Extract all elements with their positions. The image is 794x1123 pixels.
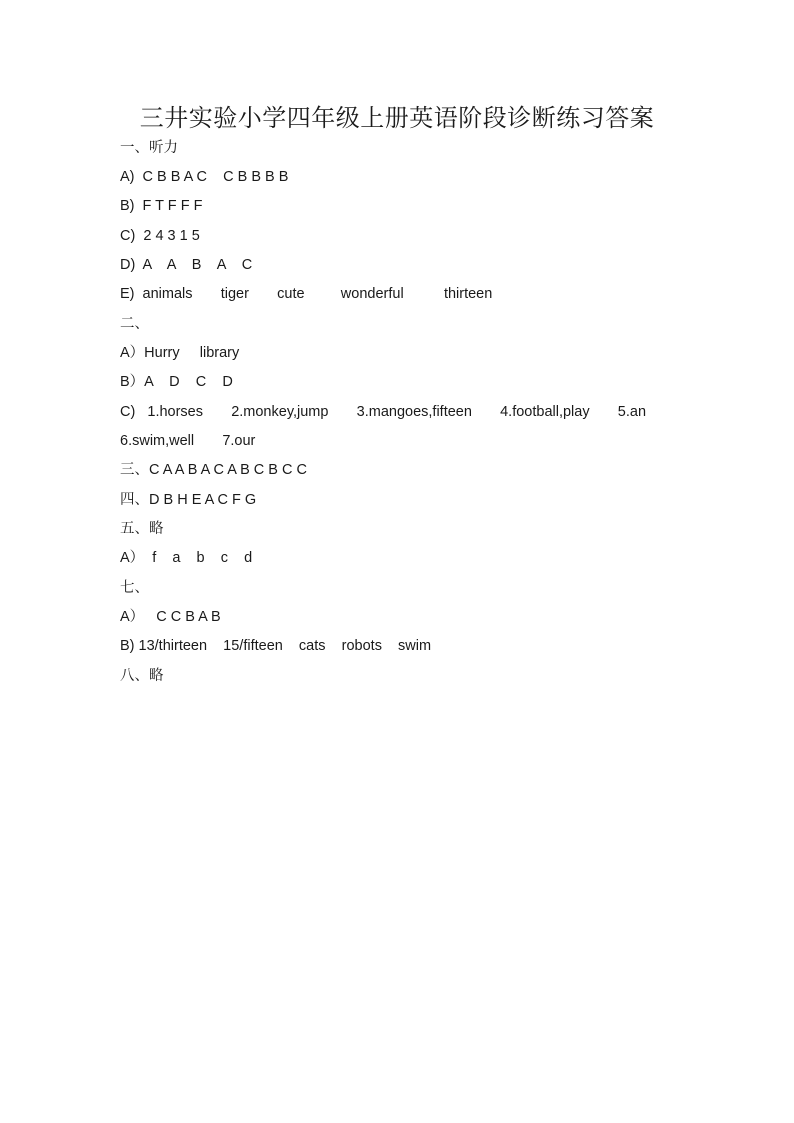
section-2-part-c-answers-continued: 6.swim,well 7.our: [120, 433, 256, 449]
section-5-heading: 五、略: [120, 521, 164, 537]
section-2-part-c-answers: C) 1.horses 2.monkey,jump 3.mangoes,fifteen 4.football,play 5.an: [120, 404, 647, 420]
section-2-part-b-answers: B）A D C D: [120, 374, 233, 390]
section-1-listening-heading: 一、听力: [120, 140, 178, 156]
section-7-part-a-answers: A） C C B A B: [120, 609, 221, 625]
section-1-part-d-answers: D) A A B A C: [120, 257, 253, 273]
section-1-part-c-answers: C) 2 4 3 1 5: [120, 228, 200, 244]
document-title: 三井实验小学四年级上册英语阶段诊断练习答案: [139, 104, 655, 132]
section-5-part-a-answers: A） f a b c d: [120, 550, 253, 566]
section-4-answers: 四、D B H E A C F G: [120, 492, 257, 508]
section-3-answers: 三、C A A B A C A B C B C C: [120, 462, 307, 478]
section-2-part-a-answers: A）Hurry library: [120, 345, 240, 361]
section-7-part-b-answers: B) 13/thirteen 15/fifteen cats robots swim: [120, 638, 432, 654]
section-2-heading: 二、: [120, 316, 149, 332]
section-1-part-e-answers: E) animals tiger cute wonderful thirteen: [120, 286, 493, 302]
section-1-part-a-answers: A) C B B A C C B B B B: [120, 169, 289, 185]
section-7-heading: 七、: [120, 580, 149, 596]
section-8-heading: 八、略: [120, 668, 164, 684]
section-1-part-b-answers: B) F T F F F: [120, 198, 203, 214]
